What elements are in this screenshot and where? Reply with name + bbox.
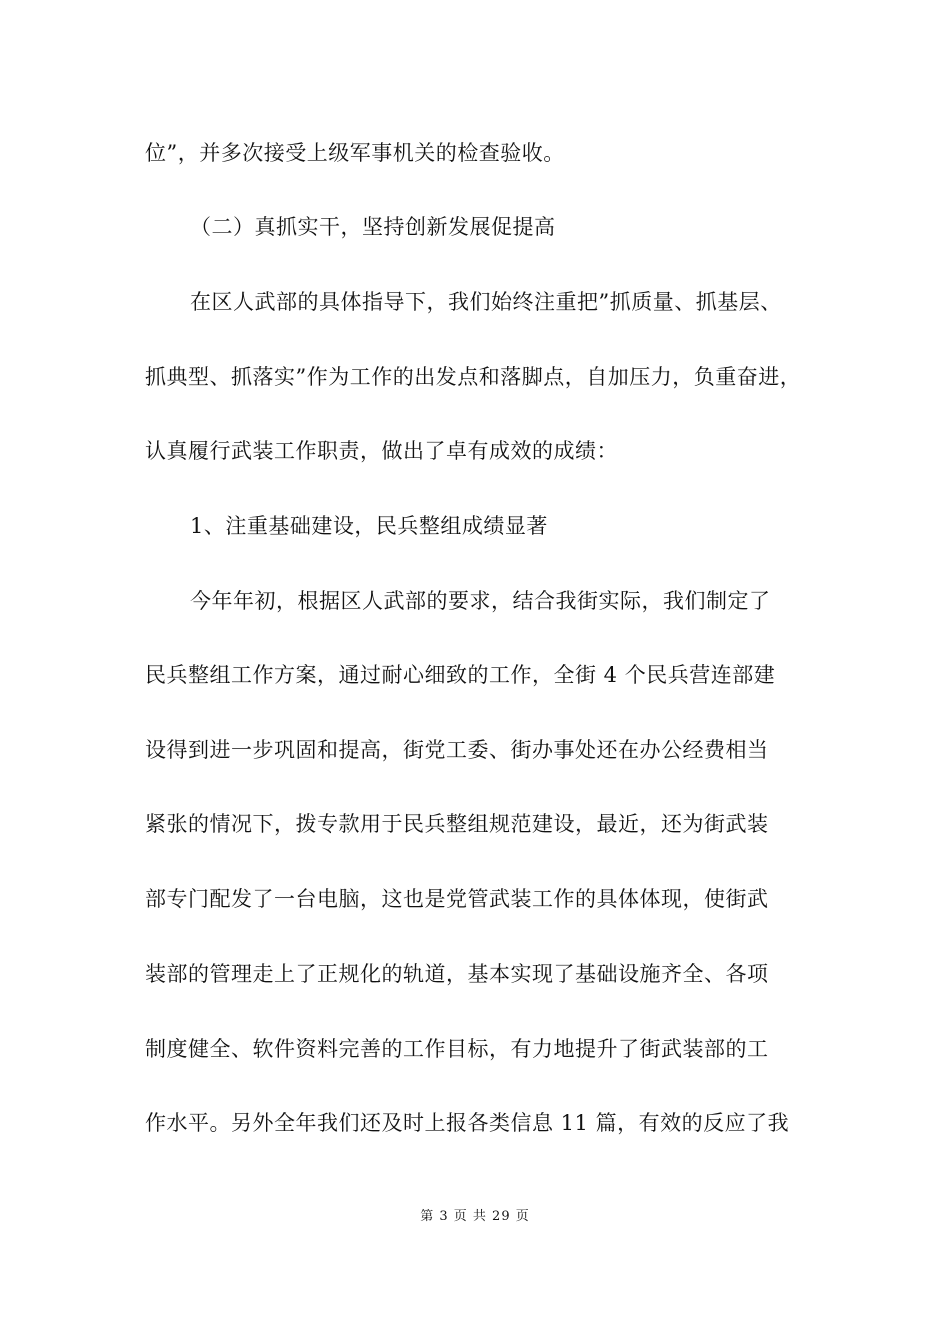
text-line: 部专门配发了一台电脑，这也是党管武装工作的具体体现，使街武 — [145, 887, 769, 911]
page-number-footer: 第 3 页 共 29 页 — [420, 1209, 530, 1224]
text-line: 抓典型、抓落实”作为工作的出发点和落脚点，自加压力，负重奋进， — [145, 365, 802, 389]
text-line: 今年年初，根据区人武部的要求，结合我街实际，我们制定了 — [190, 589, 771, 613]
text-line: 紧张的情况下，拨专款用于民兵整组规范建设，最近，还为街武装 — [145, 812, 769, 836]
section-heading: （二）真抓实干，坚持创新发展促提高 — [190, 215, 556, 239]
text-line: 作水平。另外全年我们还及时上报各类信息 11 篇，有效的反应了我 — [145, 1111, 790, 1135]
text-line: 位”，并多次接受上级军事机关的检查验收。 — [145, 141, 565, 165]
text-line: 民兵整组工作方案，通过耐心细致的工作，全街 4 个民兵营连部建 — [145, 663, 776, 687]
text-line: 装部的管理走上了正规化的轨道，基本实现了基础设施齐全、各项 — [145, 962, 769, 986]
text-line: 制度健全、软件资料完善的工作目标，有力地提升了街武装部的工 — [145, 1037, 769, 1061]
subsection-heading: 1、注重基础建设，民兵整组成绩显著 — [190, 514, 548, 538]
text-line: 设得到进一步巩固和提高，街党工委、街办事处还在办公经费相当 — [145, 738, 769, 762]
text-line: 认真履行武装工作职责，做出了卓有成效的成绩： — [145, 439, 618, 463]
text-line: 在区人武部的具体指导下，我们始终注重把”抓质量、抓基层、 — [190, 290, 782, 314]
